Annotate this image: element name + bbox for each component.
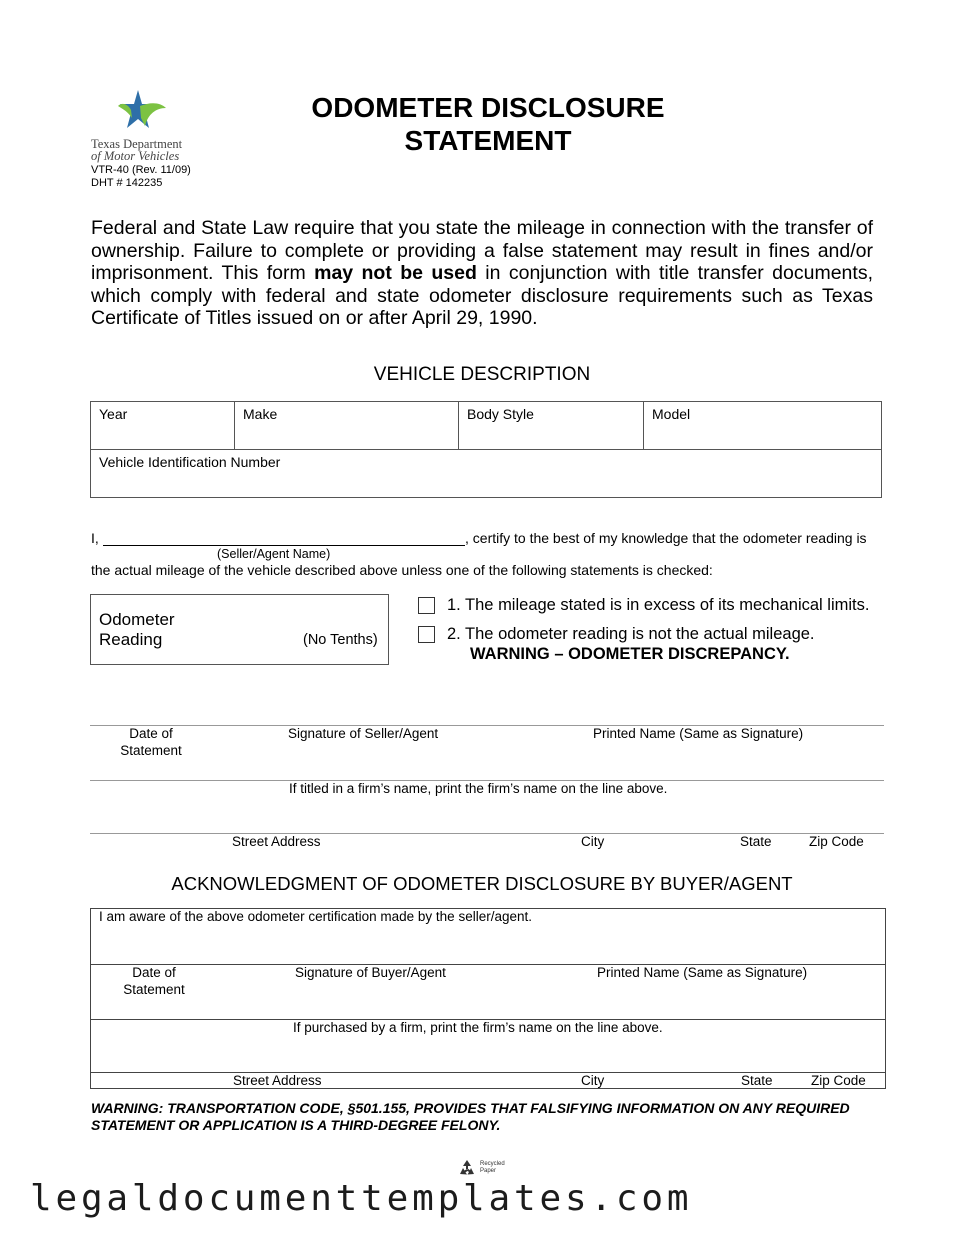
buyer-street-label: Street Address [233, 1073, 322, 1088]
seller-state-label: State [740, 834, 772, 849]
buyer-city-label: City [581, 1073, 605, 1088]
dht-number: DHT # 142235 [91, 177, 163, 189]
odometer-label-line2: Reading [99, 630, 163, 649]
certify-line2: the actual mileage of the vehicle described above unless one of the following statements is checked: [91, 562, 713, 578]
recycled-label-line2: Paper [480, 1168, 497, 1174]
seller-date-label-line1: Date of [129, 726, 173, 741]
no-tenths-note: (No Tenths) [303, 632, 378, 648]
buyer-firm-note: If purchased by a firm, print the firm’s name on the line above. [293, 1020, 663, 1035]
felony-warning [91, 1100, 891, 1134]
seller-name-line[interactable] [103, 545, 465, 546]
body-style-field[interactable]: Body Style [467, 406, 534, 422]
seller-signature-label: Signature of Seller/Agent [288, 726, 439, 741]
seller-name-caption: (Seller/Agent Name) [217, 547, 331, 561]
vehicle-description-heading: VEHICLE DESCRIPTION [373, 364, 591, 385]
option1-label: 1. The mileage stated is in excess of its mechanical limits. [447, 596, 870, 614]
buyer-state-label: State [741, 1073, 773, 1088]
intro-text-part1: Federal and State Law require that you state the mileage in connection with the transfer of ownership. Failure to complete or providing a false statement may result in fines and/or imprisonment. This form [91, 217, 873, 285]
site-watermark: legaldocumenttemplates.com [30, 1178, 693, 1219]
seller-printed-name-label: Printed Name (Same as Signature) [593, 726, 804, 741]
buyer-acknowledgment-heading: ACKNOWLEDGMENT OF ODOMETER DISCLOSURE BY BUYER/AGENT [171, 873, 793, 894]
discrepancy-warning: WARNING – ODOMETER DISCREPANCY. [470, 645, 790, 663]
buyer-printed-name-label: Printed Name (Same as Signature) [597, 965, 808, 980]
star-logo-icon [112, 88, 168, 138]
recycled-label-line1: Recycled [480, 1161, 505, 1167]
felony-warning-line2: STATEMENT OR APPLICATION IS A THIRD-DEGREE FELONY. [91, 1117, 501, 1133]
model-field[interactable]: Model [652, 406, 691, 422]
form-number: VTR-40 (Rev. 11/09) [91, 164, 191, 176]
year-field[interactable]: Year [99, 406, 128, 422]
seller-street-label: Street Address [232, 834, 321, 849]
vin-field[interactable]: Vehicle Identification Number [99, 454, 281, 470]
seller-date-label-line2: Statement [120, 742, 182, 758]
agency-logo [112, 88, 168, 138]
seller-firm-note: If titled in a firm’s name, print the firm’s name on the line above. [289, 781, 668, 796]
felony-warning-line1: WARNING: TRANSPORTATION CODE, §501.155, PROVIDES THAT FALSIFYING INFORMATION ON ANY REQUIRED [91, 1100, 850, 1116]
page-title [288, 91, 688, 157]
buyer-aware-text: I am aware of the above odometer certification made by the seller/agent. [99, 909, 532, 924]
buyer-signature-label: Signature of Buyer/Agent [295, 965, 446, 980]
seller-date-label [111, 726, 191, 759]
seller-city-label: City [581, 834, 605, 849]
vehicle-col-divider-2 [458, 401, 459, 449]
certify-prefix: I, [91, 530, 99, 546]
mechanical-limits-checkbox[interactable] [418, 597, 435, 614]
recycled-paper-mark [457, 1158, 517, 1178]
page-title-line1: ODOMETER DISCLOSURE [311, 92, 665, 123]
vehicle-row-divider [90, 449, 882, 450]
not-actual-mileage-checkbox[interactable] [418, 626, 435, 643]
intro-paragraph [91, 217, 873, 330]
buyer-date-label [114, 965, 194, 998]
odometer-label-line1: Odometer [99, 610, 175, 629]
certify-suffix: , certify to the best of my knowledge that the odometer reading is [465, 530, 867, 546]
intro-text-bold: may not be used [314, 262, 477, 285]
buyer-zip-label: Zip Code [811, 1073, 866, 1088]
page-title-line2: STATEMENT [404, 125, 572, 156]
recycle-icon [457, 1158, 477, 1178]
vehicle-col-divider-1 [234, 401, 235, 449]
vehicle-col-divider-3 [643, 401, 644, 449]
agency-name-line2: of Motor Vehicles [91, 149, 180, 163]
seller-zip-label: Zip Code [809, 834, 864, 849]
buyer-date-label-line2: Statement [123, 981, 185, 997]
make-field[interactable]: Make [243, 406, 278, 422]
agency-name-line1: Texas Department [91, 137, 183, 151]
buyer-acknowledgment-table [90, 908, 886, 1089]
intro-text-part2: in conjunction with title transfer documents, which comply with federal and state odometer disclosure requirements such as Texas Certificate of Titles issued on or after April 29, 1990. [91, 262, 873, 330]
buyer-date-label-line1: Date of [132, 965, 176, 980]
option2-label: 2. The odometer reading is not the actual mileage. [447, 625, 815, 643]
